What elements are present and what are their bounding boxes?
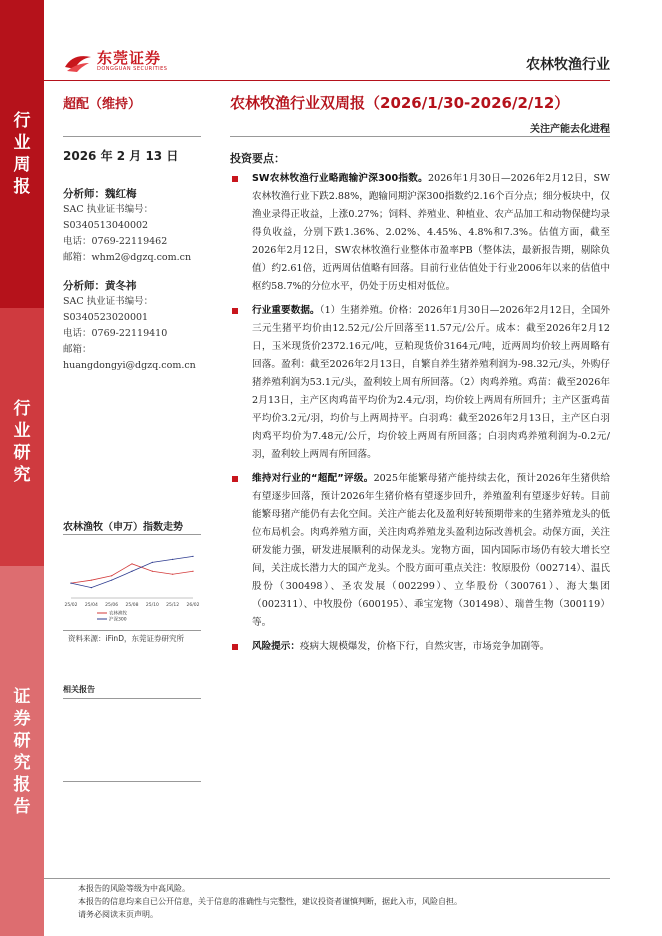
report-date: 2026 年 2 月 13 日: [63, 149, 179, 163]
analyst-card: [63, 278, 213, 374]
related-bottom-divider: [63, 781, 201, 782]
key-point-text: 疫病大规模爆发，价格下行，自然灾害，市场竞争加剧等。: [299, 641, 550, 652]
left-column: [63, 148, 213, 386]
chart-x-tick-label: 25/06: [105, 603, 119, 608]
analyst-email[interactable]: 邮箱：whm2@dgzq.com.cn: [63, 252, 192, 263]
logo-english-name: DONGGUAN SECURITIES: [97, 66, 168, 72]
index-trend-chart: [63, 540, 201, 628]
chart-x-tick-label: 26/02: [186, 603, 200, 608]
chart-data-point: [111, 580, 112, 581]
rating-divider: [63, 136, 201, 137]
key-point-item: [230, 170, 610, 296]
chart-data-point: [111, 575, 112, 576]
bullet-square-icon: [232, 476, 238, 482]
analyst-sac-label: SAC 执业证书编号：: [63, 204, 154, 215]
chart-x-tick-label: 25/10: [145, 603, 159, 608]
key-point-lead: 风险提示：: [252, 641, 300, 652]
chart-x-tick-label: 25/08: [125, 603, 139, 608]
report-title: 农林牧渔行业双周报（2026/1/30-2026/2/12）: [230, 94, 570, 112]
sidebar-label-research: 行 业 研 究: [13, 399, 31, 485]
key-points-list: [230, 170, 610, 662]
chart-data-point: [131, 571, 132, 572]
chart-x-tick-label: 25/02: [64, 603, 78, 608]
company-logo: [63, 50, 167, 73]
chart-data-point: [172, 559, 173, 560]
analyst-sac-number: S0340513040002: [63, 220, 149, 231]
chart-data-point: [152, 571, 153, 572]
chart-data-point: [70, 583, 71, 584]
bullet-square-icon: [232, 308, 238, 314]
report-subtitle: 关注产能去化进程: [530, 124, 610, 135]
logo-icon: [63, 51, 93, 73]
chart-data-point: [91, 580, 92, 581]
header-divider: [44, 80, 610, 81]
chart-title: 农林渔牧（申万）指数走势: [63, 522, 183, 533]
key-points-heading: 投资要点：: [230, 152, 285, 165]
risk-level-note: 本报告的风险等级为中高风险。: [78, 884, 190, 893]
title-divider: [230, 136, 610, 137]
rating-label: 超配（维持）: [63, 97, 142, 112]
chart-x-tick-label: 25/12: [166, 603, 180, 608]
analyst-email[interactable]: huangdongyi@dgzq.com.cn: [63, 360, 196, 371]
bullet-square-icon: [232, 644, 238, 650]
analyst-email-label: 邮箱：: [63, 344, 92, 355]
chart-data-point: [172, 574, 173, 575]
chart-series-line: [71, 556, 193, 587]
chart-x-tick-label: 25/04: [84, 603, 98, 608]
footer-divider: [44, 878, 610, 879]
chart-data-point: [192, 571, 193, 572]
chart-legend-label: 沪深300: [109, 617, 127, 623]
key-point-lead: SW农林牧渔行业略跑输沪深300指数。: [252, 173, 428, 184]
read-disclaimer-note: 请务必阅读末页声明。: [78, 910, 158, 919]
chart-source: 资料来源：iFinD，东莞证券研究所: [68, 634, 184, 643]
left-sidebar: [0, 0, 44, 936]
information-disclaimer: 本报告的信息均来自已公开信息，关于信息的准确性与完整性，建议投资者谨慎判断，据此入市，风险自担。: [78, 897, 462, 906]
chart-data-point: [131, 563, 132, 564]
analyst-phone: 电话：0769-22119410: [63, 328, 168, 339]
chart-divider: [63, 534, 201, 535]
industry-label: 农林牧渔行业: [526, 57, 610, 73]
chart-data-point: [192, 556, 193, 557]
chart-legend-label: 农林渔牧: [109, 611, 127, 617]
analyst-name: 分析师：黄冬祎: [63, 280, 137, 292]
chart-bottom-divider: [63, 630, 201, 631]
key-point-lead: 行业重要数据。: [252, 305, 320, 316]
related-reports-heading: 相关报告: [63, 685, 95, 694]
analyst-card: [63, 186, 213, 266]
key-point-text: （1）生猪养殖。价格：2026年1月30日—2026年2月12日，全国外三元生猪平均价由12.52元/公斤回落至11.57元/公斤。成本：截至2026年2月12日，玉米现货价2372.16元/吨，豆粕现货价3164元/吨，近两周均价较上两周略有回落。盈利：截至2026年2月13日，自繁自养生猪养殖利润为-98.32元/头，外购仔猪养殖利润为53.1元/头，盈利较上周有所回落。（2）肉鸡养殖。鸡苗：截至2026年2月13日，主产区肉鸡苗平均价为2.4元/羽，均价较上两周有所回升；主产区蛋鸡苗平均价3.2元/羽，均价与上两周持平。白羽鸡：截至2026年2月13日，主产区白羽肉鸡平均价为7.48元/公斤，均价较上两周有所回落；白羽肉鸡养殖利润为-0.2元/羽，盈利较上两周有所回落。: [252, 305, 611, 460]
key-point-text: 2025年能繁母猪产能持续去化，预计2026年生猪供给有望逐步回落，预计2026年生猪价格有望逐步回升，养殖盈利有望逐步好转。目前能繁母猪产能仍有去化空间。关注产能去化及盈利好转预期带来的生猪养殖龙头的低位布局机会。肉鸡养殖方面，关注肉鸡养殖龙头盈利边际改善机会。动保方面，关注研发能力强，研发进展顺利的动保龙头。宠物方面，国内国际市场仍有较大增长空间，关注成长潜力大的国产龙头。个股方面可重点关注：牧原股份（002714）、温氏股份（300498）、圣农发展（002299）、立华股份（300761）、海大集团（002311）、中牧股份（600195）、乖宝宠物（301498）、瑞普生物（300119）等。: [252, 473, 611, 628]
key-point-lead: 维持对行业的“超配”评级。: [252, 473, 374, 484]
key-point-item: [230, 302, 610, 464]
sidebar-label-report: 证 券 研 究 报 告: [13, 687, 31, 817]
chart-series-line: [71, 564, 193, 583]
logo-chinese-name: 东莞证券: [97, 49, 162, 67]
analyst-sac-number: S0340523020001: [63, 312, 149, 323]
analyst-name: 分析师：魏红梅: [63, 188, 137, 200]
chart-data-point: [152, 562, 153, 563]
key-point-item: [230, 470, 610, 632]
key-point-item: [230, 638, 610, 656]
chart-data-point: [91, 587, 92, 588]
bullet-square-icon: [232, 176, 238, 182]
analyst-phone: 电话：0769-22119462: [63, 236, 168, 247]
sidebar-label-weekly: 行 业 周 报: [13, 111, 31, 197]
related-divider: [63, 698, 201, 699]
disclaimer-footer: [78, 882, 462, 921]
analyst-sac-label: SAC 执业证书编号：: [63, 296, 154, 307]
key-point-text: 2026年1月30日—2026年2月12日，SW农林牧渔行业下跌2.88%，跑输同期沪深300指数约2.16个百分点；细分板块中，仅渔业录得正收益，上涨0.27%；饲料、养殖业、种植业、农产品加工和动物保健均录得负收益，分别下跌1.36%、2.02%、4.45%、4.8%和7.3%。估值方面，截至2026年2月12日，SW农林牧渔行业整体市盈率PB（整体法，最新报告期，剔除负值）约2.61倍，近两周估值略有回落。目前行业估值处于行业2006年以来的估值中枢约58.7%的分位水平，仍处于历史相对低位。: [252, 173, 610, 292]
